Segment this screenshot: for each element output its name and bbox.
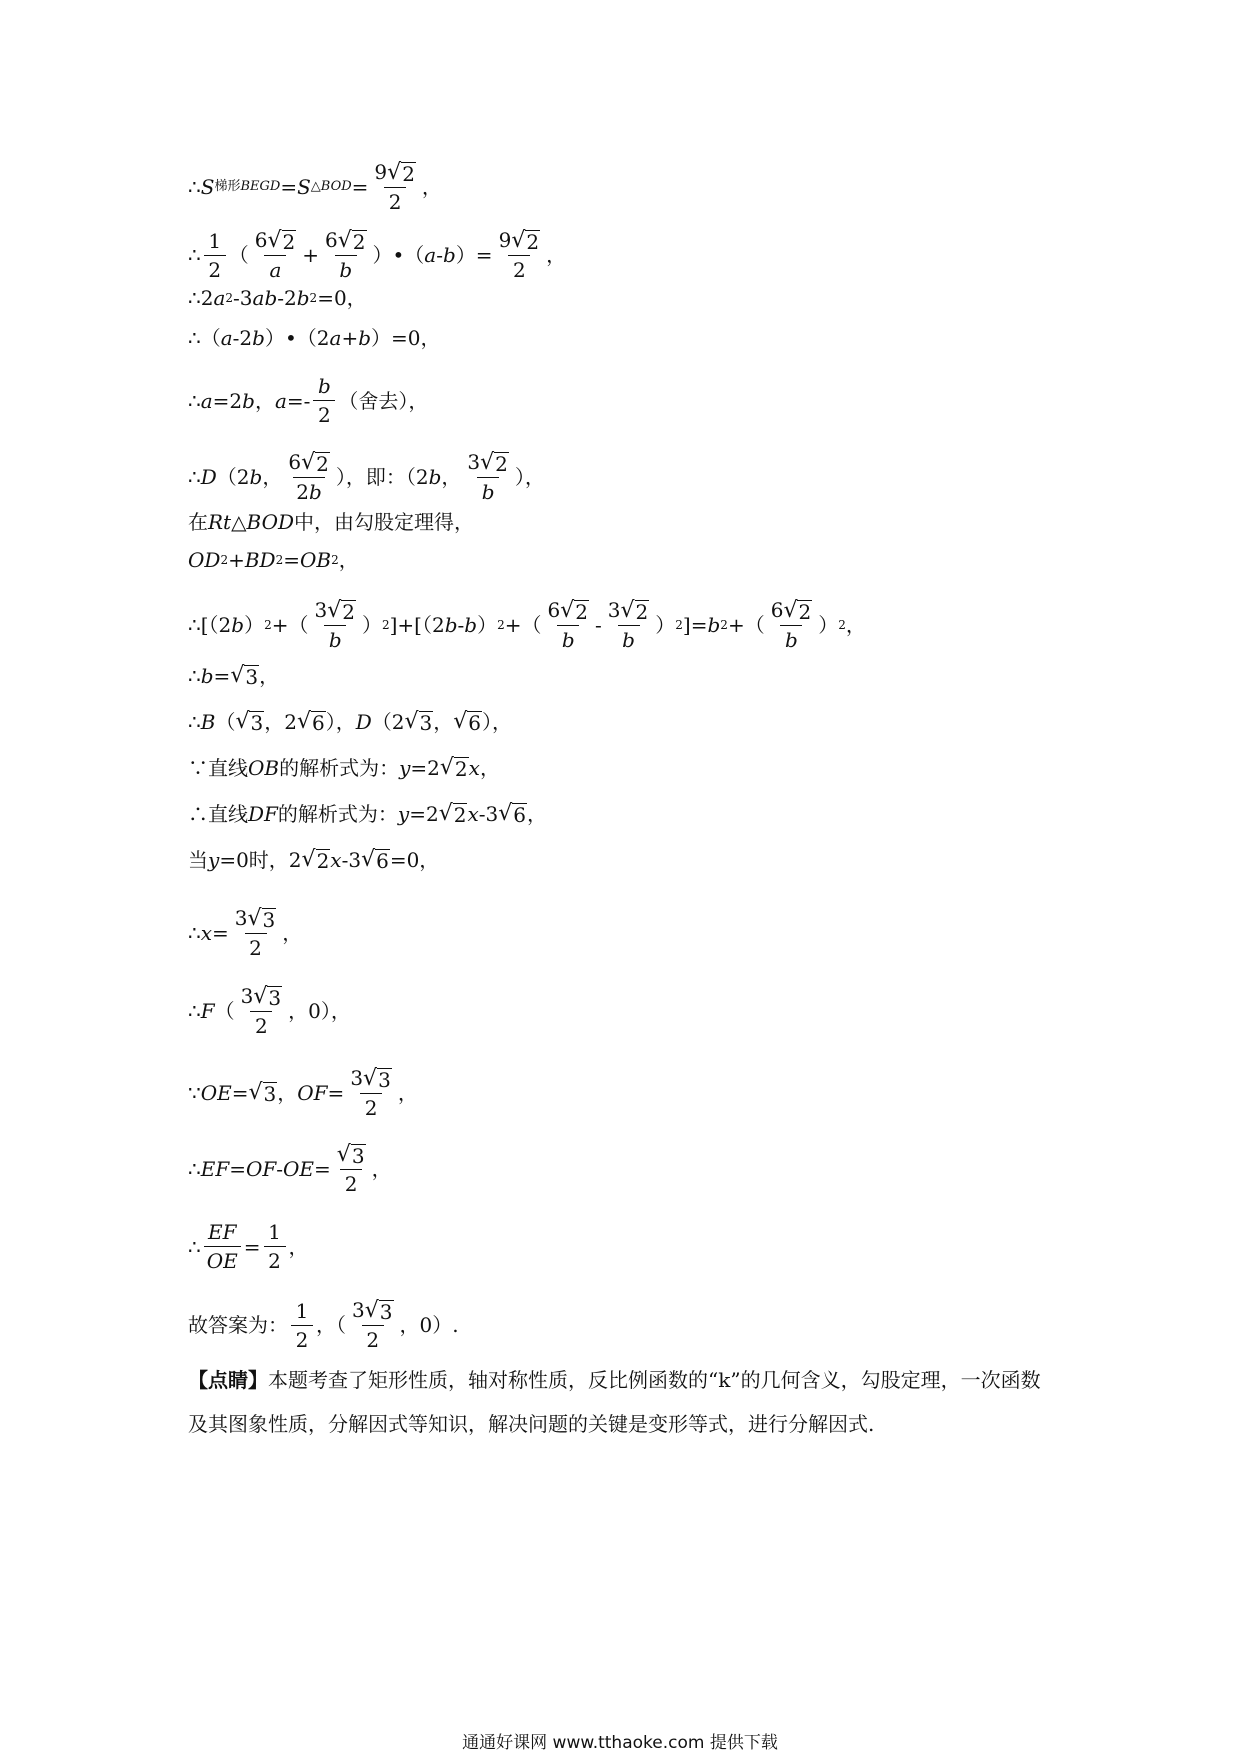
equation-line-5: ∴ a =2 b ， a =- $\frac{b}{2}$ （舍去）， <box>188 374 429 427</box>
equation-line-8: OD 2 + BD 2 = OB 2 ， <box>188 548 359 572</box>
equation-line-9: ∴[（2 b ） 2 +（ 3 √ 2 b ） 2 ]+[（2 b - b ） 2 +（ 6 √ 2 b - 3 √ 2 b ） 2 ]= b 2 +（ 6 √ 2 b ） 2 ， <box>188 598 866 652</box>
page-footer: 通通好课网 www.tthaoke.com 提供下载 <box>462 1733 778 1753</box>
equation-line-2: ∴ $\frac{1}{2}$ （ 6 √ 2 a + 6 √ 2 b ）•（ a - b ）= 9 √ 2 2 ， <box>188 228 567 282</box>
equation-line-18: ∴ EF = OF - OE = √ 3 2 ， <box>188 1142 392 1196</box>
equation-line-12: ∵直线 OB 的解析式为： y =2 √ 2 x ， <box>188 755 500 781</box>
equation-line-6: ∴ D （2 b ， 6 √ 2 2b ），即：（ 2 b ， 3 √ 2 b ）， <box>188 450 545 504</box>
equation-line-15: ∴ x = 3 √ 3 2 ， <box>188 906 303 960</box>
comment-paragraph <box>188 1358 1058 1446</box>
equation-line-4: ∴（ a -2 b ）•（2 a + b ）=0， <box>188 326 441 350</box>
equation-line-20: 故答案为： $\frac{1}{2}$ ，（ 3 √ 3 2 ，0）. <box>188 1298 459 1352</box>
equation-line-10: ∴ b = √ 3 ， <box>188 663 280 689</box>
equation-line-16: ∴ F （ 3 √ 3 2 ，0）， <box>188 984 351 1038</box>
discard-note: （舍去）， <box>338 388 429 413</box>
equation-line-17: ∵ OE = √ 3 ， OF = 3 √ 3 2 ， <box>188 1066 418 1120</box>
equation-line-14: 当 y =0 时， 2 √ 2 x -3 √ 6 =0， <box>188 847 440 873</box>
equation-line-1: ∴ S 梯形 BEGD = S △ BOD = 9 √ 2 2 ， <box>188 160 442 214</box>
equation-line-7: 在 Rt △ BOD 中，由勾股定理得， <box>188 510 474 534</box>
equation-line-13: ∴直线 DF 的解析式为： y =2 √ 2 x -3 √ 6 ， <box>188 801 548 827</box>
equation-line-19: ∴ $\frac{EF}{OE}$ = $\frac{1}{2}$ ， <box>188 1220 309 1273</box>
equation-line-3: ∴2 a 2 -3 ab -2 b 2 =0， <box>188 286 367 310</box>
comment-label: 【点睛】 <box>188 1368 268 1392</box>
equation-line-11: ∴ B （ √ 3 ，2 √ 6 ）， D （2 √ 3 ， √ 6 ）， <box>188 709 513 735</box>
comment-body: 本题考查了矩形性质，轴对称性质，反比例函数的“k”的几何含义，勾股定理，一次函数及其图象性质，分解因式等知识，解决问题的关键是变形等式，进行分解因式. <box>188 1368 1041 1436</box>
